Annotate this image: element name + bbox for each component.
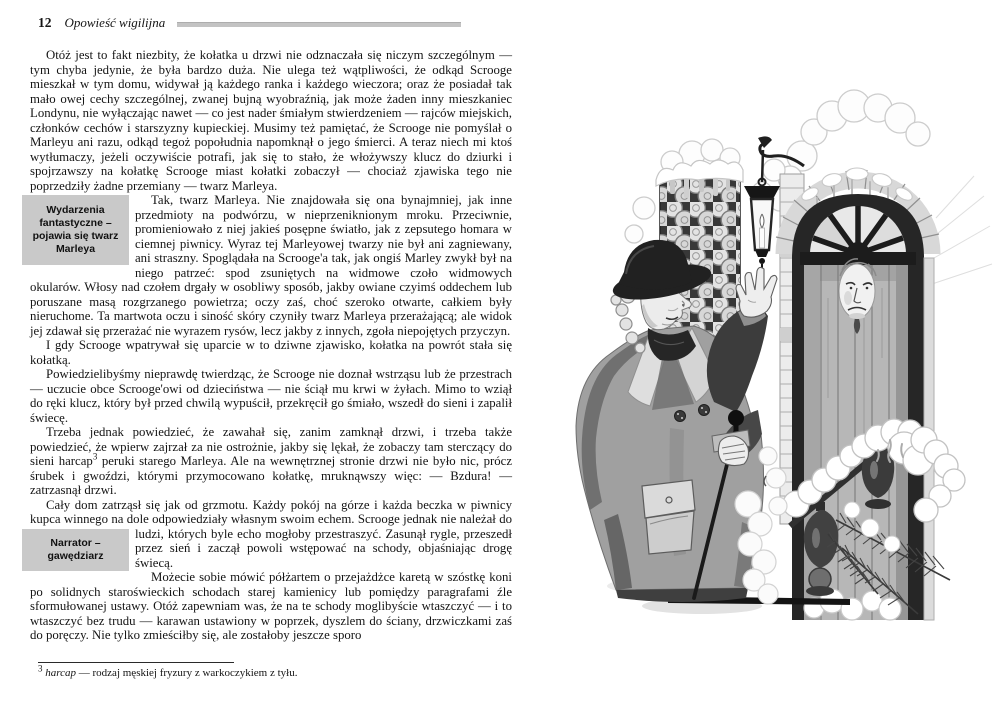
footnote-marker: 3: [38, 663, 43, 674]
paragraph-text: Powiedzielibyśmy nieprawdę twierdząc, że Scrooge nie doznał wstrząsu lub że przestrach — uczucie obce Scrooge'owi od dzieciństwa — nie ściął mu krwi w żyłach. Mimo to wziął do ręki klucz, który był przed chwilą wypuścił, przekręcił go śmiało, wszedł do sieni i zapalił świecę.: [30, 367, 512, 425]
raised-hand: [736, 267, 777, 317]
illustration-scrooge-at-door: [552, 58, 995, 664]
coat-button: [675, 411, 686, 422]
body-text: [30, 48, 512, 643]
text-column: [30, 14, 512, 643]
paragraph-text: Otóż jest to fakt niezbity, że kołatka u drzwi nie odznaczała się niczym szczególnym — tym chyba jedynie, że była bardzo duża. Nie ulega też wątpliwości, że odkąd Scrooge mieszkał w tym domu, widywał ją każdego ranka i każdego wieczora; oraz że posiadał tak mało owej cechy szczególnej, zwanej bujną wyobraźnią, jak może żaden inny mieszkaniec Londynu, nie wyłączając nawet — co jest nader śmiałym stwierdzeniem — rajców miejskich, członków cechów i starszyzny kupieckiej. Musimy też pamiętać, że Scrooge nie pomyślał o Marleyu ani razu, odkąd tegoż popołudnia napomknął o jego śmierci. A teraz niech mi ktoś wytłumaczy, jeżeli oczywiście potrafi, jak się to stało, że włożywszy klucz do dziurki i spojrzawszy na kołatkę Scrooge miast kołatki zobaczył — chociaż zjawiska tego nie poprzedziły żadne przemiany — twarz Marleya.: [30, 48, 512, 193]
coat-button: [699, 405, 710, 416]
paragraph-text: peruki starego Marleya. Ale na wewnętrznej stronie drzwi nie było nic, prócz śrubek i gwoździ, którymi przymocowano kołatkę, mruknąwszy więc: — Bzdura! — zatrzasnął drzwi.: [30, 454, 512, 497]
paragraph-text: I gdy Scrooge wpatrywał się uparcie w to dziwne zjawisko, kołatka na powrót stała się kołatką.: [30, 338, 512, 367]
paragraph-text: Trzeba jednak powiedzieć, że zawahał się, zanim zamknął drzwi, i trzeba także powiedzieć, że wpierw zajrzał za nie ostrożnie, jakby się lękał, że zobaczy tam sterczący do sieni harcap: [30, 425, 512, 468]
steam-squiggle: [764, 476, 766, 486]
paragraph: [30, 498, 512, 571]
footnote-text: — rodzaj męskiej fryzury z warkoczykiem z tyłu.: [76, 667, 298, 679]
paragraph-text: Możecie sobie mówić półżartem o przejażdżce karetą w szóstkę koni po solidnych staroświeckich schodach starej kamienicy lub pomiędzy paragrafami źle sformułowanej ustawy. Otóż zapewniam was, że na te schody moglibyście wtaszczyć — i to wtaszczyć bez trudu — karawan ustawiony w poprzek, dyszlem do ściany, drzwiczkami zaś do poręczy. Nie tylko zmieściłby się, ale zostałoby jeszcze sporo: [30, 570, 512, 642]
footnote-term: harcap: [45, 667, 77, 679]
margin-note-narrator: [22, 529, 129, 571]
paragraph-text: przeszedł przez sień i zaczął powoli wstępować na schody, objaśniając drogę świecą.: [135, 526, 512, 570]
paragraph: [30, 367, 512, 425]
page-header: [38, 14, 512, 32]
coat-pocket: [642, 480, 695, 554]
margin-note-fantastic-events: [22, 195, 129, 265]
footnote: [38, 662, 510, 680]
margin-note-label: Wydarzenia fantastyczne – pojawia się twarz Marleya: [32, 204, 119, 255]
footnote-reference: 3: [92, 451, 98, 462]
paragraph: [30, 48, 512, 193]
wall-hatching: [932, 176, 992, 284]
paragraph-text: Tak, twarz Marleya. Nie znajdowała się ona bynajmniej, jak inne przedmioty na podwórzu, w nieprzeniknionym mroku. Przeciwnie, promieniowało z niej jakieś posępne światło, jak z zepsutego homara w ciemnej piwnicy. Wyraz tej Marleyowej twarzy nie był ani zagniewany, ani straszny. Spoglądała na Scrooge'a tak, jak ongiś Marley zwykł był na niego patrzeć: spod zsuniętych na widmowe czoło widmowych okularów. Włosy nad czołem drgały w osobliwy sposób, jakby owiane czyimś oddechem lub poruszane masą rozgrzanego powietrza; oczy zaś, choć szeroko otwarte, całkiem były nieruchome. Ta martwota oczu i siność skóry czyniły twarz Marleya przerażającą; ale widok jej zdawał się przerażać nie wyrazem rysów, lecz jakby z innych, zgoła niepojętych przyczyn.: [30, 193, 512, 338]
page-number: 12: [38, 15, 52, 30]
paragraph: [30, 193, 512, 338]
paragraph: [30, 425, 512, 498]
header-rule: [177, 22, 461, 27]
paragraph: [30, 338, 512, 367]
margin-note-label: Narrator – gawędziarz: [47, 536, 104, 562]
footnote-rule: [38, 662, 234, 663]
candle-flame: [760, 214, 764, 228]
running-title: Opowieść wigilijna: [64, 15, 166, 30]
paragraph-text: Cały dom zatrząsł się jak od grzmotu. Każdy pokój na górze i każda beczka w piwnicy kupca winnego na dole odpowiedziały własnym swoim echem. Scrooge jednak nie należał do ludzi, których byle echo mogłoby przestraszyć. Zasunął rygle,: [30, 497, 512, 541]
paragraph: [30, 570, 512, 643]
